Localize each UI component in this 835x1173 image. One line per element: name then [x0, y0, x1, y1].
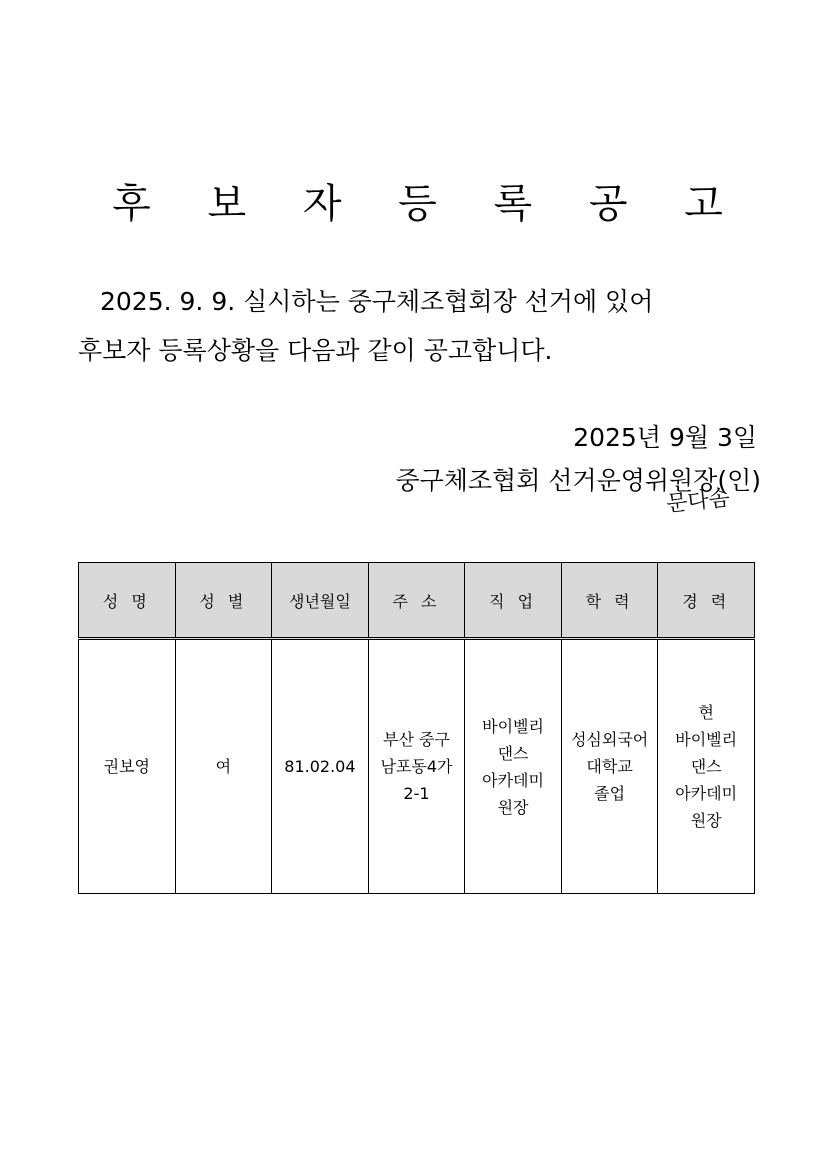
job-line: 댄스: [497, 743, 529, 763]
cell-gender: 여: [175, 639, 272, 894]
address-line: 부산 중구: [383, 730, 450, 749]
address-line: 남포동4가: [380, 757, 453, 776]
header-address: 주 소: [368, 563, 465, 639]
table-row: [79, 639, 755, 894]
handwritten-signature: 문다솜: [665, 485, 732, 518]
header-job: 직 업: [465, 563, 562, 639]
cell-job: [465, 639, 562, 894]
education-line: 졸업: [594, 784, 626, 803]
header-career: 경 력: [658, 563, 755, 639]
job-line: 바이벨리: [482, 716, 544, 736]
cell-address: [368, 639, 465, 894]
career-line: 현: [698, 703, 714, 722]
header-name: 성 명: [79, 563, 176, 639]
intro-line-1: 2025. 9. 9. 실시하는 중구체조협회장 선거에 있어: [100, 287, 654, 316]
job-line: 원장: [497, 797, 529, 817]
header-birth: 생년월일: [272, 563, 369, 639]
announcement-date: 2025년 9월 3일: [573, 423, 757, 452]
header-education: 학 력: [561, 563, 658, 639]
career-line: 댄스: [690, 757, 722, 776]
candidate-table: [78, 562, 755, 894]
page-title: 후 보 자 등 록 공 고: [112, 181, 745, 227]
header-gender: 성 별: [175, 563, 272, 639]
table-header-row: [79, 563, 755, 639]
cell-career: [658, 639, 755, 894]
cell-education: [561, 639, 658, 894]
cell-name: 권보영: [79, 639, 176, 894]
education-line: 성심외국어: [570, 730, 649, 749]
intro-line-2: 후보자 등록상황을 다음과 같이 공고합니다.: [78, 336, 553, 365]
career-line: 바이벨리: [675, 730, 738, 749]
career-line: 아카데미: [675, 784, 738, 803]
job-line: 아카데미: [482, 770, 544, 790]
career-line: 원장: [690, 811, 722, 830]
education-line: 대학교: [586, 757, 633, 776]
issuer: 중구체조협회 선거운영위원장(인): [395, 466, 761, 495]
address-line: 2-1: [403, 784, 430, 803]
cell-birth: 81.02.04: [272, 639, 369, 894]
